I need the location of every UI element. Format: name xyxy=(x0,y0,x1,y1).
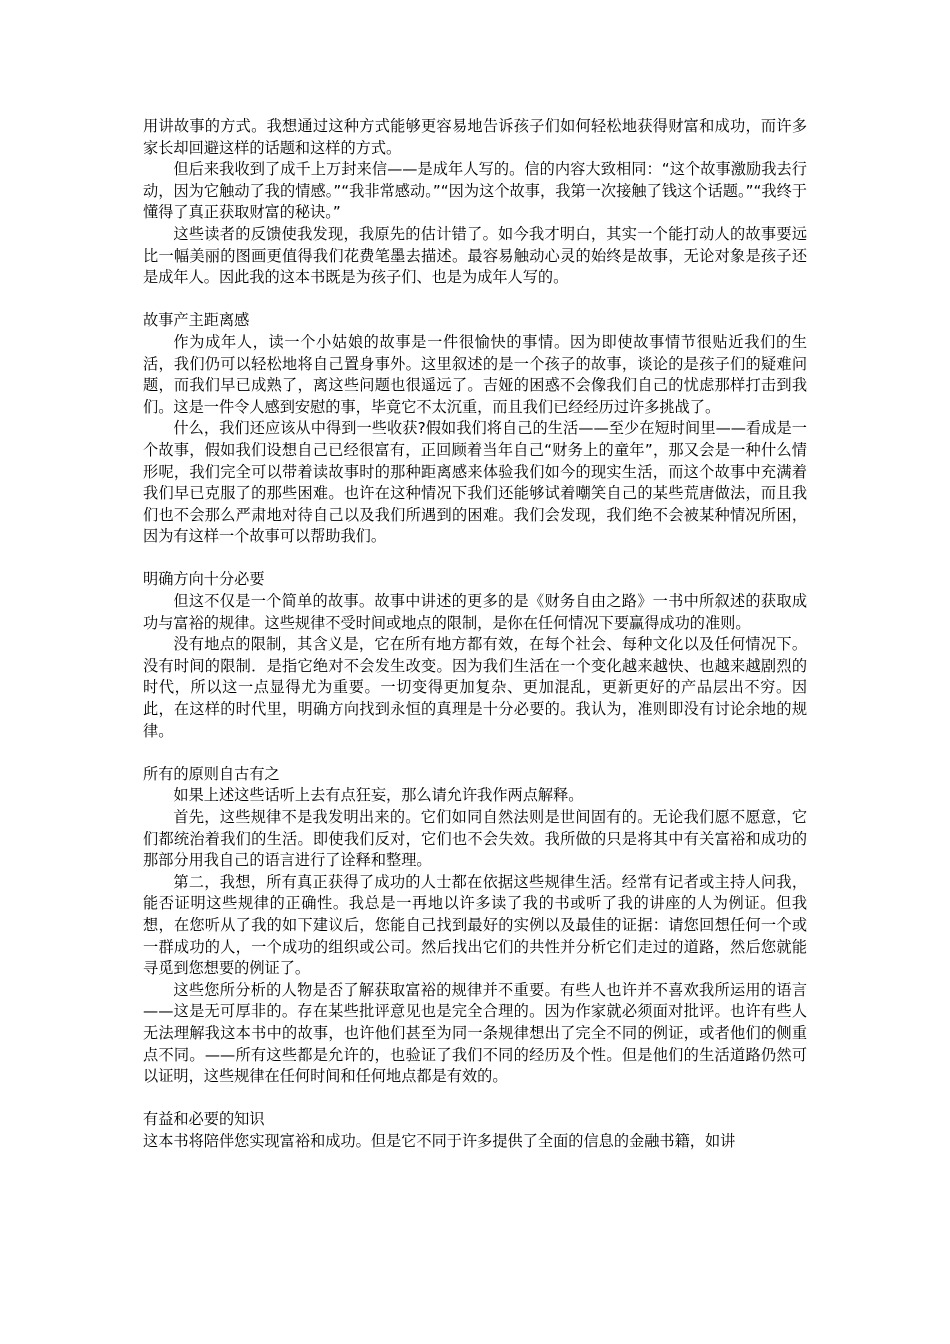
section-principles xyxy=(143,764,807,1088)
section-heading: 明确方向十分必要 xyxy=(143,570,265,589)
section-heading: 故事产主距离感 xyxy=(143,311,250,330)
paragraph: 但后来我收到了成千上万封来信——是成年人写的。信的内容大致相同：“这个故事激励我去行动，因为它触动了我的情感。”“我非常感动。”“因为这个故事，我第一次接触了钱这个话题。”“我终于懂得了真正获取财富的秘诀。” xyxy=(143,160,807,222)
paragraph: 第二，我想，所有真正获得了成功的人士都在依据这些规律生活。经常有记者或主持人问我，能否证明这些规律的正确性。我总是一再地以许多读了我的书或听了我的讲座的人为例证。但我想，在您听从了我的如下建议后，您能自己找到最好的实例以及最佳的证据：请您回想任何一个或一群成功的人，一个成功的组织或公司。然后找出它们的共性并分析它们走过的道路，然后您就能寻觅到您想要的例证了。 xyxy=(143,872,807,978)
paragraph: 没有地点的限制，其含义是，它在所有地方都有效，在每个社会、每种文化以及任何情况下。没有时间的限制．是指它绝对不会发生改变。因为我们生活在一个变化越来越快、也越来越剧烈的时代，所以这一点显得尤为重要。一切变得更加复杂、更加混乱，更新更好的产品层出不穷。因此，在这样的时代里，明确方向找到永恒的真理是十分必要的。我认为，准则即没有讨论余地的规律。 xyxy=(143,635,807,740)
document-page xyxy=(143,116,807,1153)
paragraph: 这些您所分析的人物是否了解获取富裕的规律并不重要。有些人也许并不喜欢我所运用的语言——这是无可厚非的。存在某些批评意见也是完全合理的。因为作家就必须面对批评。也许有些人无法理解我这本书中的故事，也许他们甚至为同一条规律想出了完全不同的例证，或者他们的侧重点不同。——所有这些都是允许的，也验证了我们不同的经历及个性。但是他们的生活道路仍然可以证明，这些规律在任何时间和任何地点都是有效的。 xyxy=(143,980,807,1086)
section-knowledge xyxy=(143,1109,807,1152)
paragraph: 但这不仅是一个简单的故事。故事中讲述的更多的是《财务自由之路》一书中所叙述的获取成功与富裕的规律。这些规律不受时间或地点的限制，是你在任何情况下要赢得成功的准则。 xyxy=(143,592,807,632)
paragraph: 首先，这些规律不是我发明出来的。它们如同自然法则是世间固有的。无论我们愿不愿意，它们都统治着我们的生活。即使我们反对，它们也不会失效。我所做的只是将其中有关富裕和成功的那部分用我自己的语言进行了诠释和整理。 xyxy=(143,808,807,870)
paragraph: 用讲故事的方式。我想通过这种方式能够更容易地告诉孩子们如何轻松地获得财富和成功，而许多家长却回避这样的话题和这样的方式。 xyxy=(143,117,807,157)
section-heading: 所有的原则自古有之 xyxy=(143,764,280,783)
paragraph: 什么，我们还应该从中得到一些收获?假如我们将自己的生活——至少在短时间里——看成是一个故事，假如我们设想自己已经很富有，正回顾着当年自己“财务上的童年”，那又会是一种什么情形呢，我们完全可以带着读故事时的那种距离感来体验我们如今的现实生活，而这个故事中充满着我们早已克服了的那些困难。也许在这种情况下我们还能够试着嘲笑自己的某些荒唐做法，而且我们也不会那么严肃地对待自己以及我们所遇到的困难。我们会发现，我们绝不会被某种情况所困，因为有这样一个故事可以帮助我们。 xyxy=(143,419,807,546)
paragraph: 这本书将陪伴您实现富裕和成功。但是它不同于许多提供了全面的信息的金融书籍，如讲 xyxy=(143,1131,736,1150)
paragraph: 作为成年人，读一个小姑娘的故事是一件很愉快的事情。因为即使故事情节很贴近我们的生活，我们仍可以轻松地将自己置身事外。这里叙述的是一个孩子的故事，谈论的是孩子们的疑难问题，而我们早已成熟了，离这些问题也很遥远了。吉娅的困惑不会像我们自己的忧虑那样打击到我们。这是一件令人感到安慰的事，毕竟它不太沉重，而且我们已经经历过许多挑战了。 xyxy=(143,332,807,416)
section-distance xyxy=(143,310,807,548)
section-direction xyxy=(143,569,807,742)
section-heading: 有益和必要的知识 xyxy=(143,1110,265,1129)
paragraph: 如果上述这些话听上去有点狂妄，那么请允许我作两点解释。 xyxy=(173,786,584,805)
section-intro xyxy=(143,116,807,289)
paragraph: 这些读者的反馈使我发现，我原先的估计错了。如今我才明白，其实一个能打动人的故事要远比一幅美丽的图画更值得我们花费笔墨去描述。最容易触动心灵的始终是故事，无论对象是孩子还是成年人。因此我的这本书既是为孩子们、也是为成年人写的。 xyxy=(143,224,807,287)
